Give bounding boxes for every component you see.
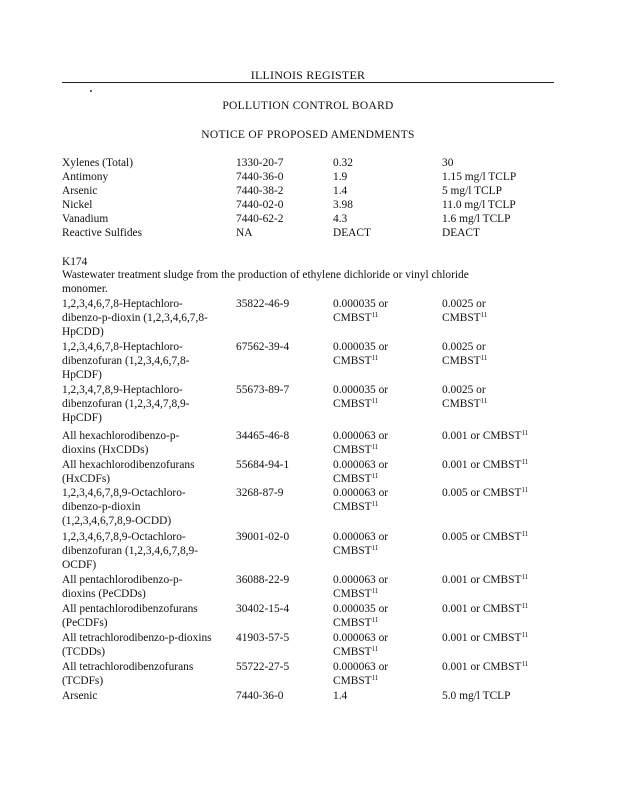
constituent-name: All tetrachlorodibenzofurans [62,661,194,673]
table-row [62,573,554,587]
constituent-name: Xylenes (Total) [62,157,134,169]
constituent-name-cont: dibenzofuran (1,2,3,4,7,8,9- [62,398,190,410]
footnote-ref: 11 [371,674,379,682]
footnote-ref: 11 [521,660,529,668]
constituent-name-cont: dioxins (HxCDDs) [62,444,149,456]
wastewater-standard: 0.000063 or [333,459,389,471]
constituent-name: Arsenic [62,690,98,702]
constituent-name: 1,2,3,4,6,7,8,9-Octachloro- [62,487,186,499]
nonwastewater-standard: 0.0025 or [442,341,486,353]
cas-number: 1330-20-7 [236,157,284,169]
cas-number: 35822-46-9 [236,298,290,310]
wastewater-standard: 0.000035 or [333,384,389,396]
constituent-name-cont: dibenzo-p-dioxin [62,501,141,513]
nonwastewater-cmbst: CMBST$^{11}$ [442,311,488,324]
nonwastewater-standard: 0.001 or CMBST$^{11}$ [442,631,529,644]
nonwastewater-standard: 0.001 or CMBST$^{11}$ [442,429,529,442]
wastewater-standard: 0.000063 or [333,632,389,644]
table-row [62,486,554,500]
cas-number: NA [236,227,253,239]
nonwastewater-cmbst: CMBST$^{11}$ [442,397,488,410]
footnote-ref: 11 [480,397,488,405]
nonwastewater-standard: 30 [442,157,454,169]
wastewater-standard: 0.000063 or [333,574,389,586]
constituent-name: 1,2,3,4,6,7,8,9-Octachloro- [62,531,186,543]
cas-number: 30402-15-4 [236,603,290,615]
constituent-name-cont: (TCDFs) [62,675,104,687]
wastewater-cmbst: CMBST$^{11}$ [333,354,379,367]
nonwastewater-standard: 5.0 mg/l TCLP [442,690,511,702]
table-row [62,184,554,198]
constituent-name-cont: OCDF) [62,559,97,571]
cas-number: 39001-02-0 [236,531,290,543]
waste-description: Wastewater treatment sludge from the production of ethylene dichloride or vinyl chloride [62,269,469,281]
cas-number: 3268-87-9 [236,487,284,499]
constituent-name: Reactive Sulfides [62,227,143,239]
wastewater-standard: 0.000035 or [333,298,389,310]
table-row [62,340,554,354]
table-row [62,297,554,311]
constituent-name-cont: HpCDF) [62,412,102,424]
cas-number: 55684-94-1 [236,459,290,471]
wastewater-cmbst: CMBST$^{11}$ [333,645,379,658]
constituent-name: 1,2,3,4,6,7,8-Heptachloro- [62,298,183,310]
constituent-name-cont: (HxCDFs) [62,473,111,485]
constituent-name: Vanadium [62,213,109,225]
table-row-cont [62,368,554,382]
footnote-ref: 11 [521,429,529,437]
constituent-name-cont: dioxins (PeCDDs) [62,588,146,600]
wastewater-cmbst: CMBST$^{11}$ [333,397,379,410]
table-row-cont [62,645,554,659]
wastewater-cmbst: CMBST$^{11}$ [333,616,379,629]
table-row-cont [62,325,554,339]
table-row-cont [62,514,554,528]
cas-number: 34465-46-8 [236,430,290,442]
footnote-ref: 11 [521,631,529,639]
footnote-ref: 11 [371,544,379,552]
table-row [62,383,554,397]
constituent-name: All hexachlorodibenzo-p- [62,430,180,442]
table-row-cont [62,587,554,601]
table-row [62,198,554,212]
table-row-cont [62,558,554,572]
table-row-cont [62,674,554,688]
cas-number: 7440-02-0 [236,199,284,211]
waste-description-cont: monomer. [62,283,108,295]
footnote-ref: 11 [521,486,529,494]
table-row-cont [62,500,554,514]
footnote-ref: 11 [521,458,529,466]
table-row-cont [62,411,554,425]
wastewater-cmbst: CMBST$^{11}$ [333,674,379,687]
constituent-name-cont: dibenzofuran (1,2,3,4,6,7,8,9- [62,545,199,557]
table-row-cont [62,311,554,325]
cas-number: 67562-39-4 [236,341,290,353]
nonwastewater-standard: 5 mg/l TCLP [442,185,502,197]
table-row-cont [62,397,554,411]
footnote-ref: 11 [371,616,379,624]
constituent-name: Antimony [62,171,109,183]
footnote-ref: 11 [371,443,379,451]
footnote-ref: 11 [371,354,379,362]
cas-number: 7440-36-0 [236,690,284,702]
nonwastewater-standard: 0.001 or CMBST$^{11}$ [442,458,529,471]
cas-number: 55722-27-5 [236,661,290,673]
constituent-name-cont: (1,2,3,4,6,7,8,9-OCDD) [62,515,172,527]
cas-number: 7440-38-2 [236,185,284,197]
constituent-name: Arsenic [62,185,98,197]
wastewater-cmbst: CMBST$^{11}$ [333,544,379,557]
footnote-ref: 11 [371,500,379,508]
footnote-ref: 11 [371,472,379,480]
cas-number: 55673-89-7 [236,384,290,396]
footnote-ref: 11 [480,354,488,362]
wastewater-standard: 0.000063 or [333,430,389,442]
constituent-name: All hexachlorodibenzofurans [62,459,195,471]
footnote-ref: 11 [521,530,529,538]
nonwastewater-standard: 0.005 or CMBST$^{11}$ [442,530,529,543]
footnote-ref: 11 [371,587,379,595]
table-row [62,429,554,443]
nonwastewater-standard: DEACT [442,227,480,239]
constituent-name-cont: HpCDF) [62,369,102,381]
table-row [62,689,554,703]
header-rule [62,82,554,83]
board-name: POLLUTION CONTROL BOARD [222,100,394,112]
constituent-name-cont: (TCDDs) [62,646,106,658]
table-row-cont [62,443,554,457]
footnote-ref: 11 [521,573,529,581]
table-row [62,458,554,472]
constituent-name: 1,2,3,4,7,8,9-Heptachloro- [62,384,183,396]
cas-number: 7440-36-0 [236,171,284,183]
page-header [62,68,554,83]
table-row-cont [62,616,554,630]
waste-code: K174 [62,256,88,268]
nonwastewater-standard: 0.001 or CMBST$^{11}$ [442,602,529,615]
table-row [62,156,554,170]
constituent-name-cont: (PeCDFs) [62,617,108,629]
wastewater-standard: 1.4 [333,690,348,702]
wastewater-standard: 4.3 [333,213,348,225]
nonwastewater-standard: 0.001 or CMBST$^{11}$ [442,573,529,586]
footnote-ref: 11 [371,645,379,653]
wastewater-standard: 0.32 [333,157,353,169]
constituent-name: All pentachlorodibenzo-p- [62,574,183,586]
table-row [62,530,554,544]
constituent-name: Nickel [62,199,93,211]
wastewater-cmbst: CMBST$^{11}$ [333,587,379,600]
constituent-name: All pentachlorodibenzofurans [62,603,198,615]
wastewater-standard: 1.4 [333,185,348,197]
wastewater-cmbst: CMBST$^{11}$ [333,311,379,324]
wastewater-cmbst: CMBST$^{11}$ [333,500,379,513]
nonwastewater-standard: 11.0 mg/l TCLP [442,199,516,211]
wastewater-standard: 0.000063 or [333,487,389,499]
nonwastewater-standard: 0.0025 or [442,298,486,310]
table-row [62,660,554,674]
wastewater-standard: 0.000035 or [333,603,389,615]
wastewater-standard: 1.9 [333,171,348,183]
cas-number: 41903-57-5 [236,632,290,644]
table-row-cont [62,544,554,558]
wastewater-standard: 0.000063 or [333,661,389,673]
nonwastewater-standard: 0.001 or CMBST$^{11}$ [442,660,529,673]
notice-title: NOTICE OF PROPOSED AMENDMENTS [201,129,415,141]
wastewater-standard: 3.98 [333,199,353,211]
constituent-name-cont: dibenzofuran (1,2,3,4,6,7,8- [62,355,190,367]
table-row [62,212,554,226]
register-title: ILLINOIS REGISTER [250,68,366,82]
wastewater-cmbst: CMBST$^{11}$ [333,443,379,456]
table-row [62,226,554,240]
nonwastewater-cmbst: CMBST$^{11}$ [442,354,488,367]
constituent-name: 1,2,3,4,6,7,8-Heptachloro- [62,341,183,353]
nonwastewater-standard: 1.15 mg/l TCLP [442,171,517,183]
footnote-ref: 11 [480,311,488,319]
footnote-ref: 11 [521,602,529,610]
cas-number: 36088-22-9 [236,574,290,586]
table-row-cont [62,472,554,486]
table-row [62,631,554,645]
wastewater-standard: DEACT [333,227,371,239]
nonwastewater-standard: 0.0025 or [442,384,486,396]
wastewater-cmbst: CMBST$^{11}$ [333,472,379,485]
constituent-name-cont: dibenzo-p-dioxin (1,2,3,4,6,7,8- [62,312,208,324]
nonwastewater-standard: 0.005 or CMBST$^{11}$ [442,486,529,499]
stray-dot [90,90,92,92]
nonwastewater-standard: 1.6 mg/l TCLP [442,213,511,225]
wastewater-standard: 0.000035 or [333,341,389,353]
table-row [62,170,554,184]
footnote-ref: 11 [371,397,379,405]
constituent-name-cont: HpCDD) [62,326,104,338]
table-row [62,602,554,616]
table-row-cont [62,354,554,368]
constituent-name: All tetrachlorodibenzo-p-dioxins [62,632,212,644]
footnote-ref: 11 [371,311,379,319]
cas-number: 7440-62-2 [236,213,284,225]
wastewater-standard: 0.000063 or [333,531,389,543]
